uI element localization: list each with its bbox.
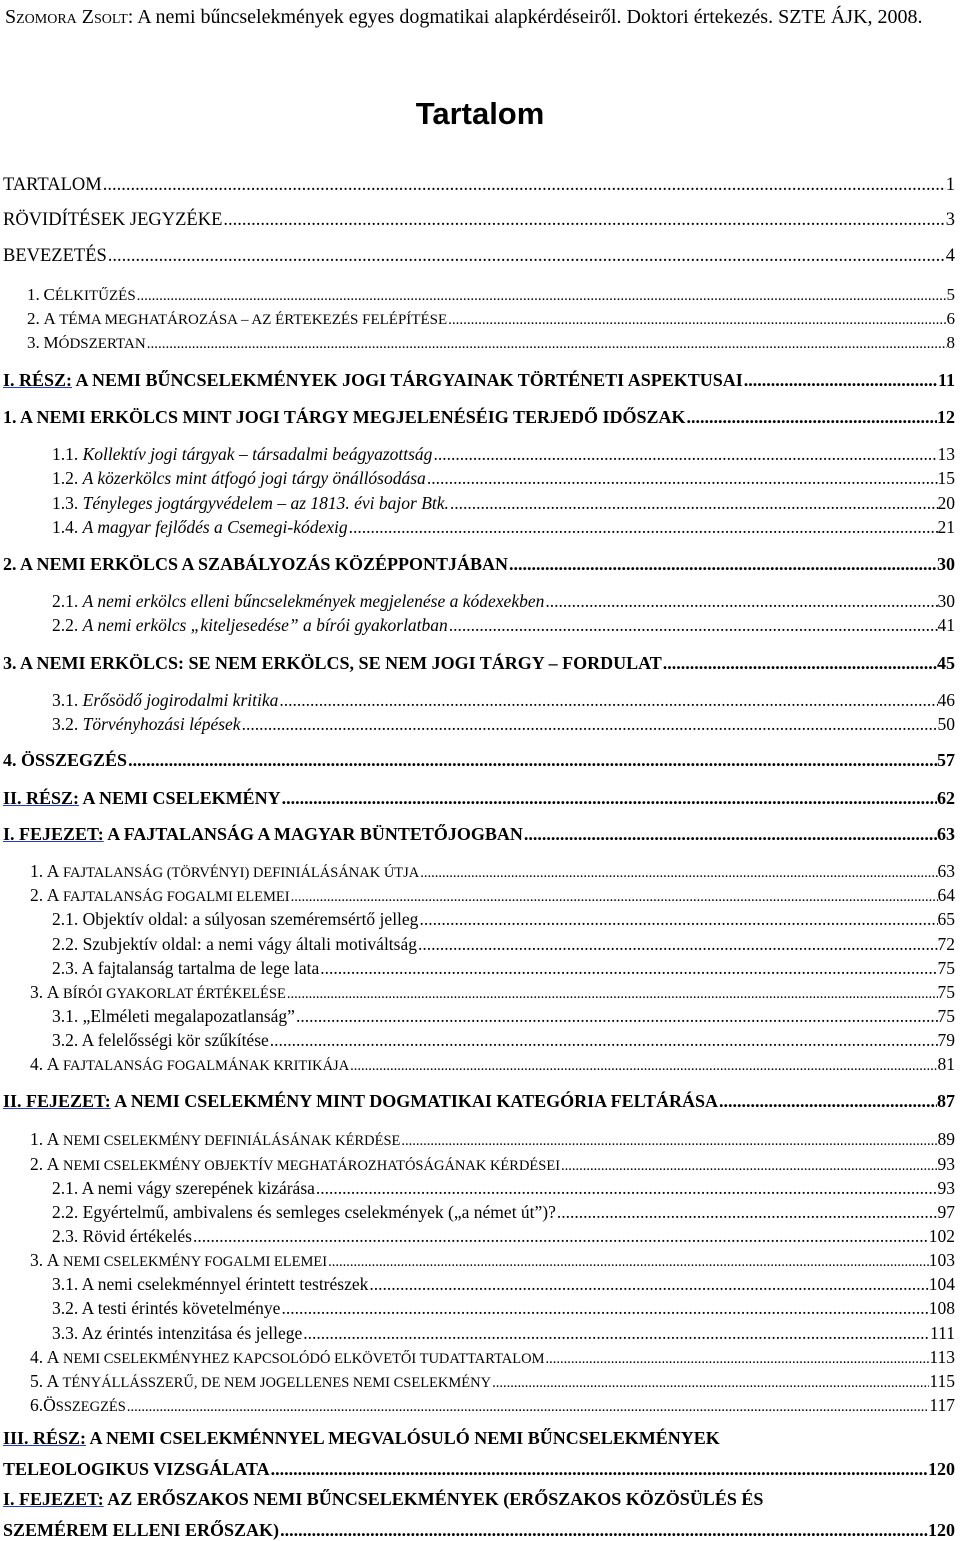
toc-entry[interactable]: 1.1. Kollektív jogi tárgyak – társadalmi beágyazottság ..... 13 — [52, 439, 955, 465]
page-number: 30 — [937, 591, 955, 611]
page-number: 8 — [946, 333, 955, 352]
toc-entry[interactable]: BEVEZETÉS ..... 4 — [3, 241, 955, 267]
toc-entry[interactable]: 2.3. A fajtalanság tartalma de lege lata ..... 75 — [52, 953, 955, 979]
page-number: 102 — [928, 1226, 955, 1246]
toc-entry[interactable]: 6.ÖSSZEGZÉS ..... 117 — [30, 1390, 955, 1416]
toc-entry[interactable]: 3.1. A nemi cselekménnyel érintett testrészek ..... 104 — [52, 1269, 955, 1295]
page-number: 97 — [937, 1202, 955, 1222]
page-number: 4 — [945, 246, 955, 266]
page-number: 108 — [928, 1298, 955, 1318]
toc-entry[interactable]: 1. A FAJTALANSÁG (TÖRVÉNYI) DEFINIÁLÁSÁNAK ÚTJA ..... 63 — [30, 856, 955, 882]
toc-entry[interactable]: 1. A NEMI ERKÖLCS MINT JOGI TÁRGY MEGJELENÉSÉIG TERJEDŐ IDŐSZAK ..... 12 — [3, 402, 955, 428]
page-title: Tartalom — [415, 96, 545, 131]
toc-entry[interactable]: 1.4. A magyar fejlődés a Csemegi-kódexig ..... 21 — [52, 512, 955, 538]
toc-entry[interactable]: 3.1. Erősödő jogirodalmi kritika ..... 46 — [52, 685, 955, 711]
toc-entry[interactable]: 2. A NEMI ERKÖLCS A SZABÁLYOZÁS KÖZÉPPONTJÁBAN ..... 30 — [3, 549, 955, 575]
toc-entry[interactable]: 1. CÉLKITŰZÉS ..... 5 — [27, 279, 955, 305]
page-number: 62 — [937, 788, 955, 808]
toc-entry[interactable]: 4. A NEMI CSELEKMÉNYHEZ KAPCSOLÓDÓ ELKÖVETŐI TUDATTARTALOM ..... 113 — [30, 1342, 955, 1368]
toc-entry[interactable]: 2.2. Szubjektív oldal: a nemi vágy általi motiváltság ..... 72 — [52, 929, 955, 955]
page-number: 6 — [946, 309, 955, 328]
page-number: 5 — [946, 285, 955, 304]
toc-entry[interactable]: TARTALOM ..... 1 — [3, 170, 955, 196]
page-number: 115 — [929, 1371, 955, 1391]
toc-entry[interactable]: 2.1. Objektív oldal: a súlyosan szeméremsértő jelleg ..... 65 — [52, 904, 955, 930]
toc-entry[interactable]: 3.3. Az érintés intenzitása és jellege ..... 111 — [52, 1318, 955, 1344]
page-number: 120 — [928, 1459, 955, 1479]
page-number: 20 — [937, 493, 955, 513]
toc-entry[interactable]: 3. A NEMI ERKÖLCS: SE NEM ERKÖLCS, SE NEM JOGI TÁRGY – FORDULAT ..... 45 — [3, 648, 955, 674]
page-number: 111 — [930, 1323, 955, 1343]
toc-entry[interactable]: 2. A TÉMA MEGHATÁROZÁSA – AZ ÉRTEKEZÉS FELÉPÍTÉSE ..... 6 — [27, 303, 955, 329]
page-number: 64 — [937, 885, 955, 905]
page-number: 65 — [937, 909, 955, 929]
page-number: 113 — [929, 1347, 955, 1367]
page-number: 104 — [928, 1274, 955, 1294]
toc-entry[interactable]: 1.2. A közerkölcs mint átfogó jogi tárgy önállósodása ..... 15 — [52, 463, 955, 489]
page-number: 1 — [945, 175, 955, 195]
toc-entry[interactable]: 3. MÓDSZERTAN ..... 8 — [27, 327, 955, 353]
toc-entry[interactable]: 4. ÖSSZEGZÉS ..... 57 — [3, 745, 955, 771]
page-number: 15 — [937, 468, 955, 488]
header-text: : A nemi bűncselekmények egyes dogmatikai alapkérdéseiről. Doktori értekezés. SZTE ÁJK, 2008. — [127, 6, 923, 28]
toc-entry[interactable]: 3.2. A testi érintés követelménye ..... 108 — [52, 1293, 955, 1319]
toc-entry[interactable]: 2.1. A nemi vágy szerepének kizárása ..... 93 — [52, 1173, 955, 1199]
page-number: 63 — [937, 824, 955, 844]
page-number: 46 — [937, 690, 955, 710]
toc-entry[interactable]: 2. A NEMI CSELEKMÉNY OBJEKTÍV MEGHATÁROZHATÓSÁGÁNAK KÉRDÉSEI ..... 93 — [30, 1149, 955, 1175]
toc-entry[interactable]: I. RÉSZ: A NEMI BŰNCSELEKMÉNYEK JOGI TÁRGYAINAK TÖRTÉNETI ASPEKTUSAI ..... 11 — [3, 365, 955, 391]
toc-entry[interactable]: 2.3. Rövid értékelés ..... 102 — [52, 1221, 955, 1247]
toc-entry[interactable]: 3.2. Törvényhozási lépések ..... 50 — [52, 709, 955, 735]
page-number: 79 — [937, 1030, 955, 1050]
page-number: 30 — [937, 554, 955, 574]
page-number: 57 — [937, 750, 955, 770]
page-number: 75 — [937, 958, 955, 978]
page-number: 12 — [937, 407, 955, 427]
page-number: 45 — [937, 653, 955, 673]
page-number: 75 — [937, 982, 955, 1002]
toc-entry[interactable]: 2.2. Egyértelmű, ambivalens és semleges cselekmények („a német út”)? ..... 97 — [52, 1197, 955, 1223]
toc-entry[interactable]: RÖVIDÍTÉSEK JEGYZÉKE ..... 3 — [3, 205, 955, 231]
page-number: 93 — [937, 1154, 955, 1174]
toc-entry[interactable]: II. FEJEZET: A NEMI CSELEKMÉNY MINT DOGMATIKAI KATEGÓRIA FELTÁRÁSA ..... 87 — [3, 1086, 955, 1112]
page-number: 120 — [928, 1520, 955, 1540]
page-number: 13 — [937, 444, 955, 464]
page-number: 50 — [937, 714, 955, 734]
page-number: 117 — [929, 1395, 955, 1415]
toc-entry[interactable]: 2.2. A nemi erkölcs „kiteljesedése” a bírói gyakorlatban ..... 41 — [52, 610, 955, 636]
toc-entry[interactable]: II. RÉSZ: A NEMI CSELEKMÉNY ..... 62 — [3, 783, 955, 809]
page-number: 87 — [937, 1091, 955, 1111]
page-number: 81 — [937, 1054, 955, 1074]
page-number: 103 — [928, 1250, 955, 1270]
toc-entry[interactable]: I. FEJEZET: AZ ERŐSZAKOS NEMI BŰNCSELEKMÉNYEK (ERŐSZAKOS KÖZÖSÜLÉS ÉS SZEMÉREM ELLENI ERŐSZAK) ..... 120 — [3, 1489, 955, 1541]
toc-entry[interactable]: 2.1. A nemi erkölcs elleni bűncselekmények megjelenése a kódexekben ..... 30 — [52, 586, 955, 612]
page-number: 89 — [937, 1129, 955, 1149]
page-number: 3 — [945, 210, 955, 230]
page-number: 11 — [937, 370, 955, 390]
toc-entry[interactable]: 4. A FAJTALANSÁG FOGALMÁNAK KRITIKÁJA ..... 81 — [30, 1049, 955, 1075]
page-number: 63 — [937, 861, 955, 881]
author-first-name: Szomora — [5, 6, 77, 28]
toc-entry[interactable]: 1.3. Tényleges jogtárgyvédelem – az 1813. évi bajor Btk. ..... 20 — [52, 488, 955, 514]
toc-entry[interactable]: 2. A FAJTALANSÁG FOGALMI ELEMEI ..... 64 — [30, 880, 955, 906]
page-number: 21 — [937, 517, 955, 537]
author-last-name: Zsolt — [81, 6, 128, 28]
toc-entry[interactable]: I. FEJEZET: A FAJTALANSÁG A MAGYAR BÜNTETŐJOGBAN ..... 63 — [3, 819, 955, 845]
toc-entry[interactable]: 1. A NEMI CSELEKMÉNY DEFINIÁLÁSÁNAK KÉRDÉSE ..... 89 — [30, 1124, 955, 1150]
page-number: 93 — [937, 1178, 955, 1198]
toc-entry[interactable]: 5. A TÉNYÁLLÁSSZERŰ, DE NEM JOGELLENES NEMI CSELEKMÉNY ..... 115 — [30, 1366, 955, 1392]
page-number: 72 — [937, 934, 955, 954]
document-header — [5, 2, 945, 32]
toc-entry[interactable]: 3. A NEMI CSELEKMÉNY FOGALMI ELEMEI ..... 103 — [30, 1245, 955, 1271]
toc-entry[interactable]: 3.2. A felelősségi kör szűkítése ..... 79 — [52, 1025, 955, 1051]
page-number: 41 — [937, 615, 955, 635]
toc-entry[interactable]: 3.1. „Elméleti megalapozatlanság” ..... 75 — [52, 1001, 955, 1027]
toc-entry[interactable]: III. RÉSZ: A NEMI CSELEKMÉNNYEL MEGVALÓSULÓ NEMI BŰNCSELEKMÉNYEK TELEOLOGIKUS VIZSGÁLATA ..... 120 — [3, 1428, 955, 1480]
page-number: 75 — [937, 1006, 955, 1026]
toc-entry[interactable]: 3. A BÍRÓI GYAKORLAT ÉRTÉKELÉSE ..... 75 — [30, 977, 955, 1003]
